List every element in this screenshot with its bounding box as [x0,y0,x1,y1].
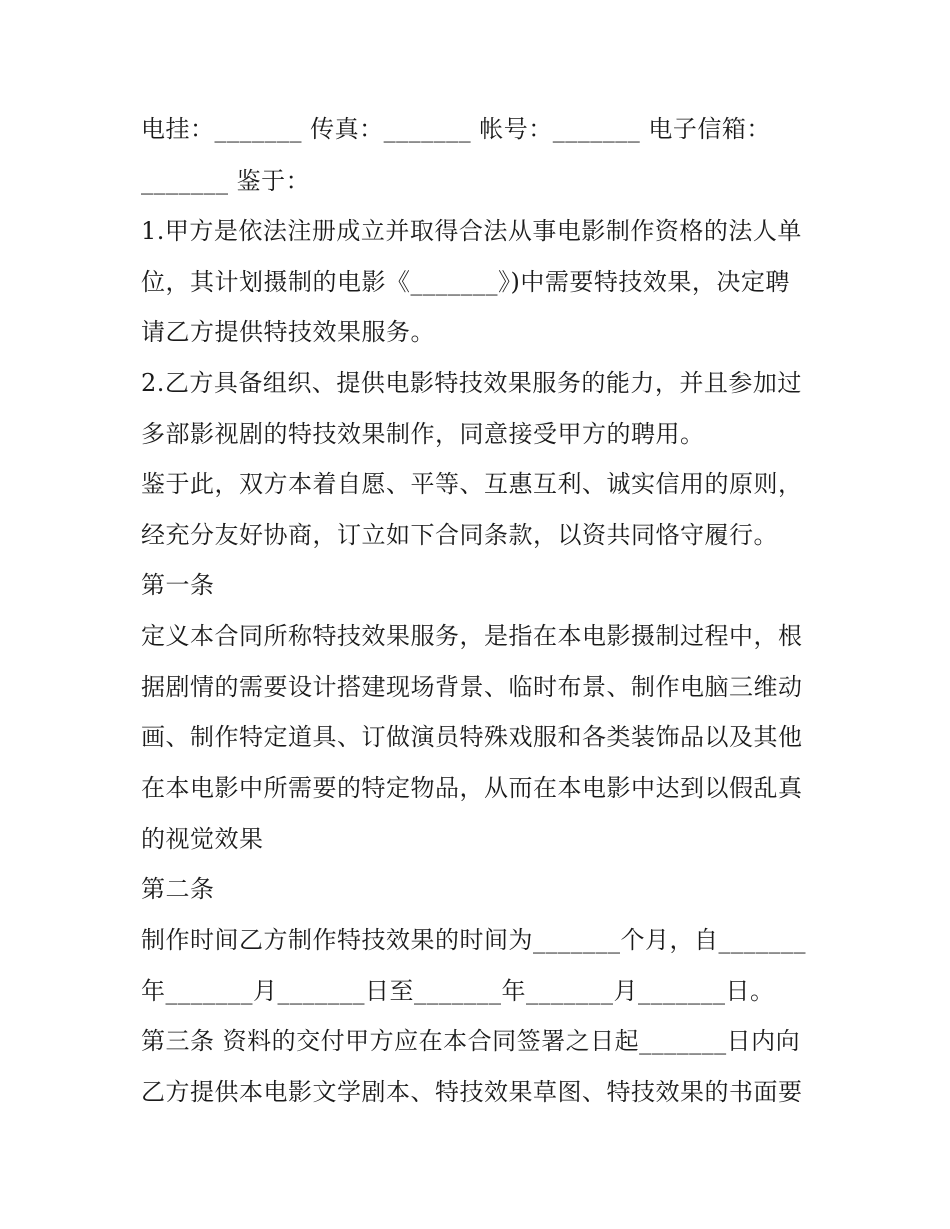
whereas-heading: _______ 鉴于： [141,167,311,195]
paragraph-line: 鉴于此，双方本着自愿、平等、互惠互利、诚实信用的原则， [141,470,803,498]
paragraph-line: 位，其计划摄制的电影《_______》)中需要特技效果，决定聘 [141,268,790,296]
paragraph-line: 制作时间乙方制作特技效果的时间为_______个月，自_______ [141,926,806,954]
paragraph-line: 第三条 资料的交付甲方应在本合同签署之日起_______日内向 [141,1027,801,1055]
paragraph-line: 经充分友好协商，订立如下合同条款，以资共同恪守履行。 [141,521,778,549]
paragraph-line: 乙方提供本电影文学剧本、特技效果草图、特技效果的书面要 [141,1078,803,1106]
paragraph-line: 在本电影中所需要的特定物品，从而在本电影中达到以假乱真 [141,774,803,802]
paragraph-line: 画、制作特定道具、订做演员特殊戏服和各类装饰品以及其他 [141,723,803,751]
paragraph-line: 年_______月_______日至_______年_______月_______日。 [141,977,775,1005]
paragraph-line: 多部影视剧的特技效果制作，同意接受甲方的聘用。 [141,420,705,448]
paragraph-line: 定义本合同所称特技效果服务，是指在本电影摄制过程中，根 [141,622,803,650]
contact-info-line: 电挂：_______ 传真：_______ 帐号：_______ 电子信箱： [141,115,771,143]
paragraph-line: 据剧情的需要设计搭建现场背景、临时布景、制作电脑三维动 [141,673,803,701]
article-heading: 第一条 [141,571,215,599]
paragraph-line: 2.乙方具备组织、提供电影特技效果服务的能力，并且参加过 [141,369,802,397]
paragraph-line: 1.甲方是依法注册成立并取得合法从事电影制作资格的法人单 [141,217,802,245]
paragraph-line: 的视觉效果 [141,825,264,853]
paragraph-line: 请乙方提供特技效果服务。 [141,318,435,346]
article-heading: 第二条 [141,875,215,903]
